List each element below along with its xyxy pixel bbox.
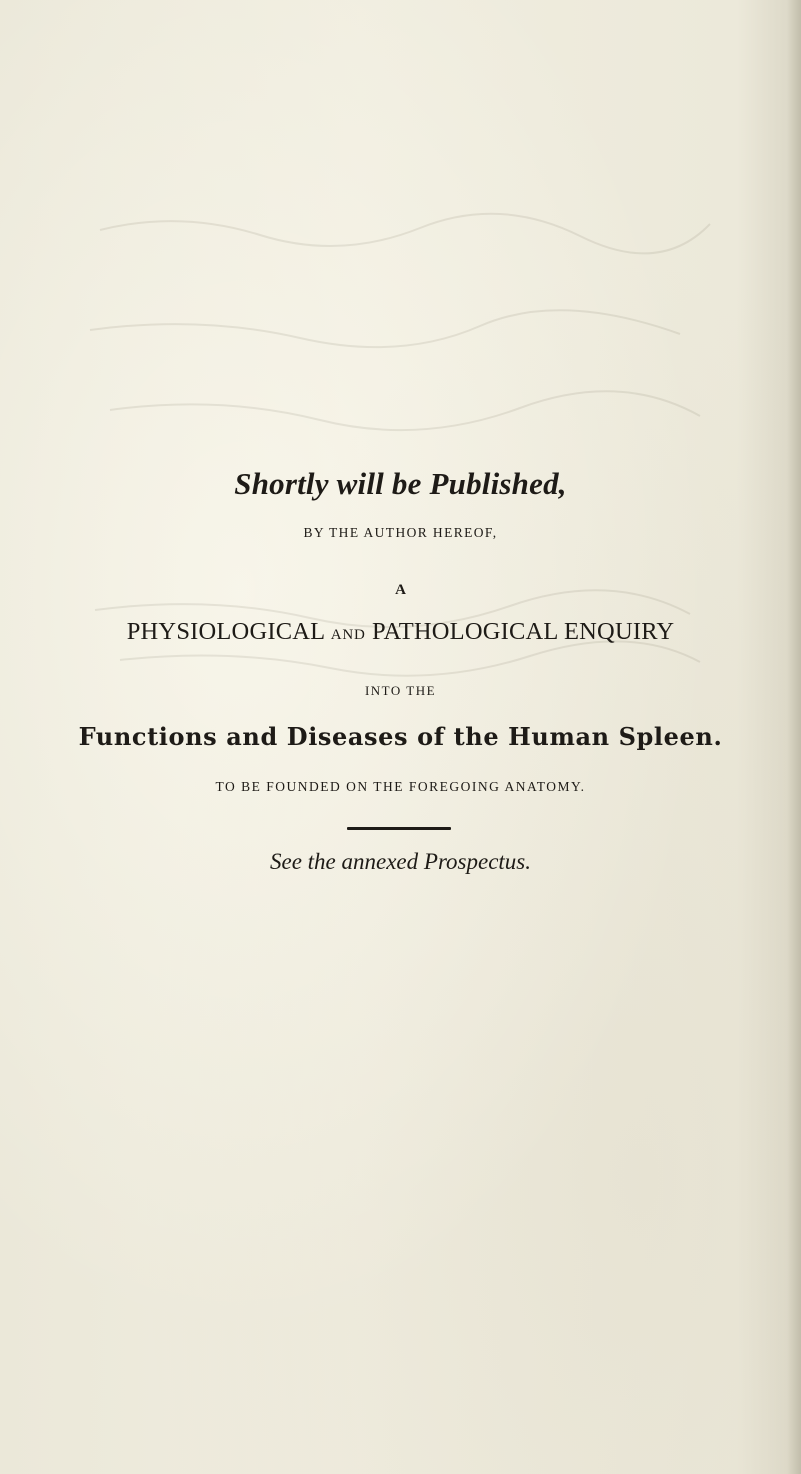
headline: Shortly will be Published, xyxy=(234,466,567,501)
title-physiological: PHYSIOLOGICAL xyxy=(126,618,325,645)
divider-rule xyxy=(347,827,451,830)
show-through-texture xyxy=(60,140,740,700)
basis-line: TO BE FOUNDED ON THE FOREGOING ANATOMY. xyxy=(215,779,586,794)
title-and: AND xyxy=(330,627,366,643)
into-the: INTO THE xyxy=(364,683,437,698)
article-a: A xyxy=(395,582,406,598)
prospectus-reference: See the annexed Prospectus. xyxy=(270,849,531,874)
subject-blackletter: Functions and Diseases of the Human Spleen. xyxy=(78,722,723,751)
byline: BY THE AUTHOR HEREOF, xyxy=(303,525,498,540)
title xyxy=(0,618,801,646)
title-pathological-enquiry: PATHOLOGICAL ENQUIRY xyxy=(371,618,675,645)
